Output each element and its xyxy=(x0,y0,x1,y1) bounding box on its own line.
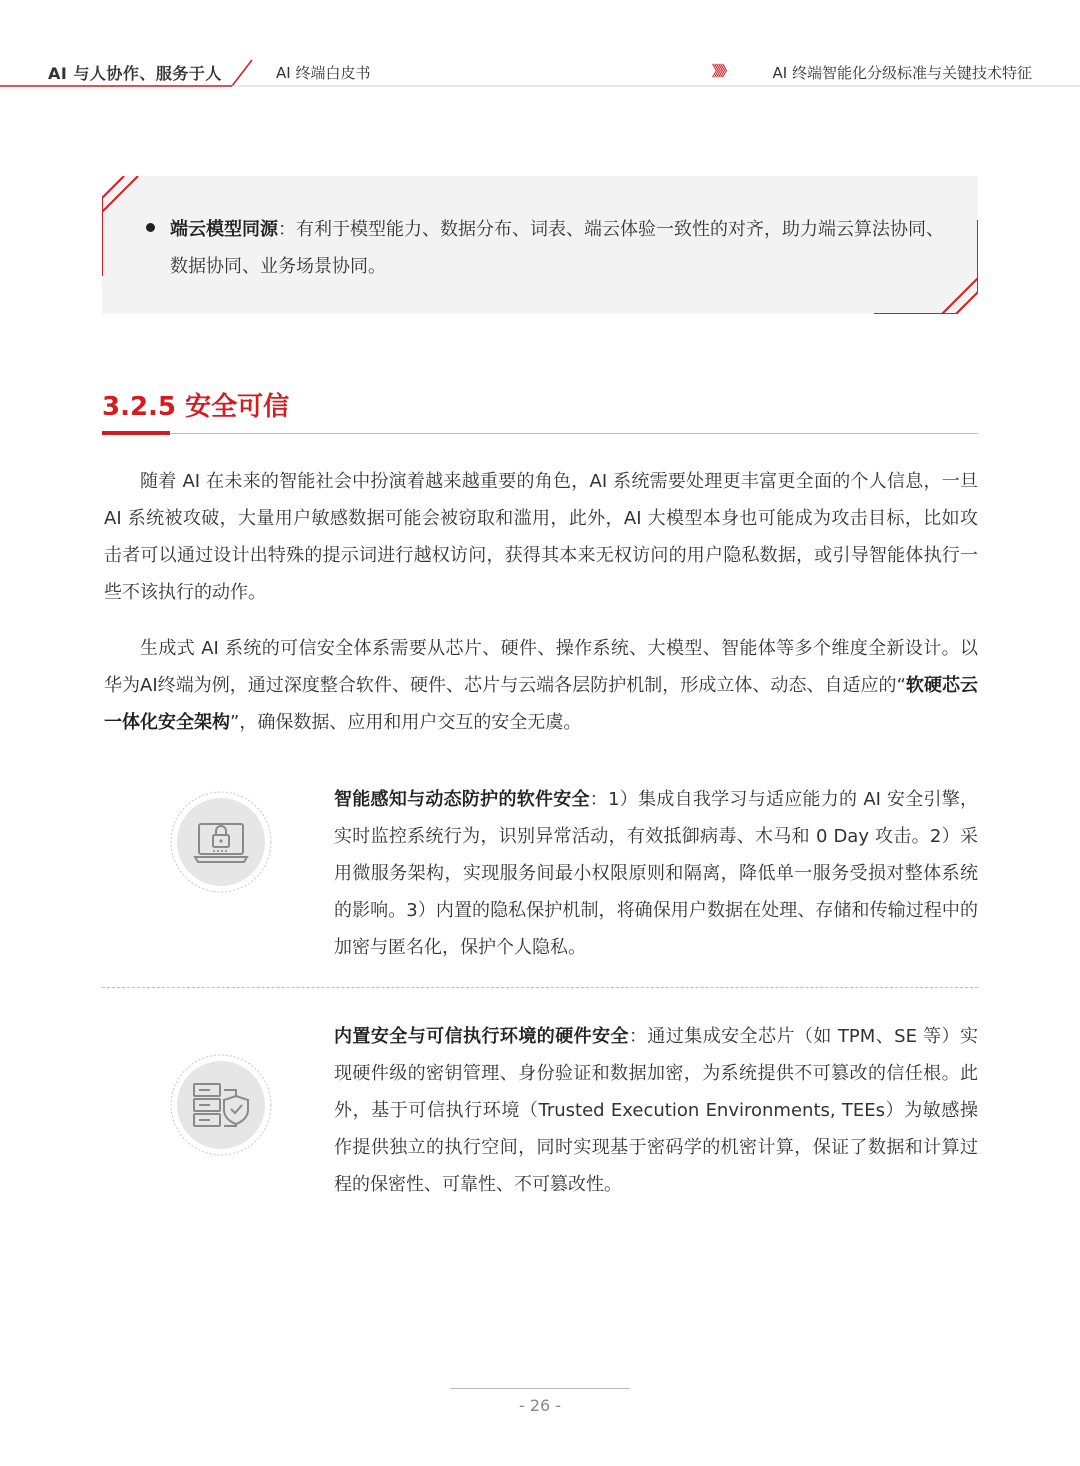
paragraph-1: 随着 AI 在未来的智能社会中扮演着越来越重要的角色，AI 系统需要处理更丰富更全面的个人信息，一旦 AI 系统被攻破，大量用户敏感数据可能会被窃取和滥用，此外，AI 大模型本身也可能成为攻击目标，比如攻击者可以通过设计出特殊的提示词进行越权访问，获得其本来无权访问的用户隐私数据，或引导智能体执行一些不该执行的动作。 xyxy=(104,471,978,603)
laptop-lock-icon xyxy=(170,791,272,893)
paragraph-2-tail: ”，确保数据、应用和用户交互的安全无虞。 xyxy=(230,712,582,733)
header-series-title: AI 与人协作、服务于人 xyxy=(48,64,222,83)
callout-body: 有利于模型能力、数据分布、词表、端云体验一致性的对齐，助力端云算法协同、数据协同、业务场景协同。 xyxy=(170,219,944,277)
feature-2-separator: ： xyxy=(628,1026,648,1047)
section-title: 3.2.5 安全可信 xyxy=(102,392,290,422)
paragraph-2-lead: 生成式 AI 系统的可信安全体系需要从芯片、硬件、操作系统、大模型、智能体等多个维度全新设计。以华为AI终端为例，通过深度整合软件、硬件、芯片与云端各层防护机制，形成立体、动态、自适应的“ xyxy=(104,638,978,696)
callout-box xyxy=(102,176,978,314)
header-chapter-title: AI 终端智能化分级标准与关键技术特征 xyxy=(772,64,1032,82)
section-divider xyxy=(102,433,978,434)
feature-2-title: 内置安全与可信执行环境的硬件安全 xyxy=(334,1026,629,1047)
feature-1-body: 1）集成自我学习与适应能力的 AI 安全引擎，实时监控系统行为，识别异常活动，有效抵御病毒、木马和 0 Day 攻击。2）采用微服务架构，实现服务间最小权限原则和隔离，降低单一服务受损对整体系统的影响。3）内置的隐私保护机制，将确保用户数据在处理、存储和传输过程中的加密与匿名化，保护个人隐私。 xyxy=(334,789,979,958)
feature-software-security xyxy=(334,781,978,966)
server-shield-icon xyxy=(170,1054,272,1156)
header-decoration xyxy=(0,0,1080,100)
callout-text xyxy=(170,211,950,285)
feature-1-separator: ： xyxy=(589,789,609,810)
callout-term: 端云模型同源 xyxy=(170,219,278,240)
page-header xyxy=(0,0,1080,100)
feature-hardware-security xyxy=(334,1018,978,1203)
chapter-marker-icon: 》》》 xyxy=(712,64,731,80)
paragraph-2 xyxy=(104,630,978,741)
paragraph-2-emphasis: 软硬芯云一体化安全架构 xyxy=(104,675,978,733)
bullet-dot-icon xyxy=(146,223,155,232)
feature-divider xyxy=(102,987,978,988)
section-divider-accent xyxy=(102,431,170,435)
footer-divider xyxy=(450,1388,630,1389)
header-document-title: AI 终端白皮书 xyxy=(276,64,371,82)
feature-2-body: 通过集成安全芯片（如 TPM、SE 等）实现硬件级的密钥管理、身份验证和数据加密，为系统提供不可篡改的信任根。此外，基于可信执行环境（Trusted Execution Environments, TEEs）为敏感操作提供独立的执行空间，同时实现基于密码学的机密计算，保证了数据和计算过程的保密性、可靠性、不可篡改性。 xyxy=(334,1026,978,1195)
callout-separator: ： xyxy=(278,219,296,240)
feature-1-title: 智能感知与动态防护的软件安全 xyxy=(334,789,590,810)
page-number: - 26 - xyxy=(518,1396,562,1415)
